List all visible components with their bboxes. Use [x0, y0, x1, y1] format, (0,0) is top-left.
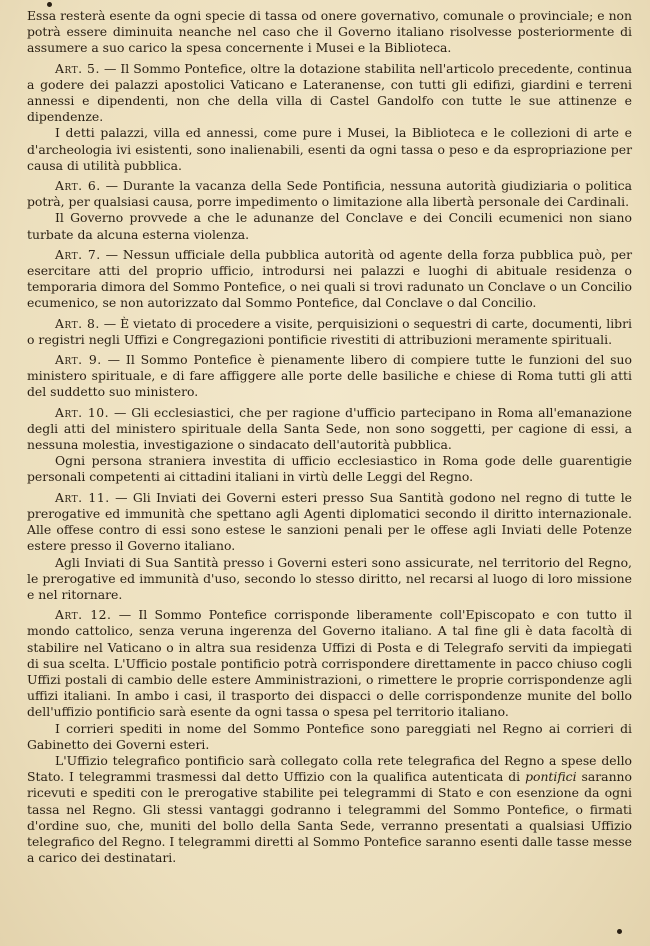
paragraph-art-7: Art. 7. — Nessun ufficiale della pubblica autorità od agente della forza pubblica può, per esercitare atti del proprio ufficio, introdursi nei palazzi e luoghi di abituale residenza o temporaria dimora del Sommo Pontefice, o nei quali si trovi radunato un Conclave o un Concilio ecumenico, se non autorizzato dal Sommo Pontefice, dal Conclave o dal Concilio. — [27, 246, 632, 311]
paragraph-14: I corrieri spediti in nome del Sommo Pontefice sono pareggiati nel Regno ai corrieri di Gabinetto dei Governi esteri. — [27, 720, 632, 752]
paragraph-5: Il Governo provvede a che le adunanze del Conclave e dei Concili ecumenici non siano turbate da alcuna esterna violenza. — [27, 210, 632, 242]
article-label: Art. 10. — [55, 404, 110, 420]
paragraph-12: Agli Inviati di Sua Santità presso i Governi esteri sono assicurate, nel territorio del Regno, le prerogative ed immunità d'uso, secondo lo stesso diritto, nel recarsi al luogo di loro missione e nel ritornare. — [27, 554, 632, 602]
paragraph-art-5: Art. 5. — Il Sommo Pontefice, oltre la dotazione stabilita nell'articolo precedente, continua a godere dei palazzi apostolici Vaticano e Lateranense, con tutti gli edifizi, giardini e terreni annessi e dipendenti, non che della villa di Castel Gandolfo con tutte le sue attinenze e dipendenze. — [27, 60, 632, 125]
article-label: Art. 11. — [55, 489, 110, 505]
article-label: Art. 7. — [55, 246, 101, 262]
paragraph-art-11: Art. 11. — Gli Inviati dei Governi esteri presso Sua Santità godono nel regno di tutte le prerogative ed immunità che spettano agli Agenti diplomatici secondo il diritto internazionale. Alle offese contro di essi sono estese le sanzioni penali per le offese agli Inviati delle Potenze estere presso il Governo italiano. — [27, 489, 632, 554]
ink-dot-bottom — [617, 929, 622, 934]
emphasis-pontifici: pontifici — [525, 769, 577, 785]
paragraph-10: Ogni persona straniera investita di ufficio ecclesiastico in Roma gode delle guarentigie personali competenti ai cittadini italiani in virtù delle Leggi del Regno. — [27, 453, 632, 485]
article-label: Art. 9. — [55, 352, 102, 368]
paragraph-art-6: Art. 6. — Durante la vacanza della Sede Pontificia, nessuna autorità giudiziaria o politica potrà, per qualsiasi causa, porre impedimento o limitazione alla libertà personale dei Cardinali. — [27, 178, 632, 210]
paragraph-15: L'Uffizio telegrafico pontificio sarà collegato colla rete telegrafica del Regno a spese dello Stato. I telegrammi trasmessi dal detto Uffizio con la qualifica autenticata di pontifici saranno ricevuti e spediti con le prerogative stabilite pei telegrammi di Stato e con esenzione da ogni tassa nel Regno. Gli stessi vantaggi godranno i telegrammi del Sommo Pontefice, o firmati d'ordine suo, che, muniti del bollo della Santa Sede, verranno presentati a qualsiasi Uffizio telegrafico del Regno. I telegrammi diretti al Sommo Pontefice saranno esenti dalle tasse messe a carico dei destinatari. — [27, 752, 632, 866]
paragraph-art-10: Art. 10. — Gli ecclesiastici, che per ragione d'ufficio partecipano in Roma all'emanazione degli atti del ministero spirituale della Santa Sede, non sono soggetti, per cagione di essi, a nessuna molestia, investigazione o sindacato dell'autorità pubblica. — [27, 404, 632, 453]
article-label: Art. 8. — [55, 315, 100, 331]
paragraph-art-8: Art. 8. — È vietato di procedere a visite, perquisizioni o sequestri di carte, documenti, libri o registri negli Uffizi e Congregazioni pontificie rivestiti di attribuzioni meramente spirituali. — [27, 315, 632, 347]
paragraph-3: I detti palazzi, villa ed annessi, come pure i Musei, la Biblioteca e le collezioni di arte e d'archeologia ivi esistenti, sono inalienabili, esenti da ogni tassa o peso e da espropriazione per causa di utilità pubblica. — [27, 125, 632, 173]
paragraph-art-9: Art. 9. — Il Sommo Pontefice è pienamente libero di compiere tutte le funzioni del suo ministero spirituale, e di fare affiggere alle porte delle basiliche e chiese di Roma tutti gli atti del suddetto suo ministero. — [27, 352, 632, 400]
ink-dot-top — [47, 2, 52, 7]
article-label: Art. 5. — [55, 60, 100, 76]
paragraph-art-12: Art. 12. — Il Sommo Pontefice corrisponde liberamente coll'Episcopato e con tutto il mondo cattolico, senza veruna ingerenza del Governo italiano. A tal fine gli è data facoltà di stabilire nel Vaticano o in altra sua residenza Uffizi di Posta e di Telegrafo serviti da impiegati di sua scelta. L'Ufficio postale pontificio potrà corrispondere direttamente in pacco chiuso cogli Uffizi postali di cambio delle estere Amministrazioni, o rimettere le proprie corrispondenze agli uffizi italiani. In ambo i casi, il trasporto dei dispacci o delle corrispondenze munite del bollo dell'uffizio pontificio sarà esente da ogni tassa o spesa pel territorio italiano. — [27, 607, 632, 720]
article-label: Art. 6. — [55, 178, 101, 194]
paragraph-1: Essa resterà esente da ogni specie di tassa od onere governativo, comunale o provinciale; e non potrà essere diminuita neanche nel caso che il Governo italiano risolvesse posteriormente di assumere a suo carico la spesa concernente i Musei e la Biblioteca. — [27, 8, 632, 56]
article-label: Art. 12. — [55, 607, 112, 623]
